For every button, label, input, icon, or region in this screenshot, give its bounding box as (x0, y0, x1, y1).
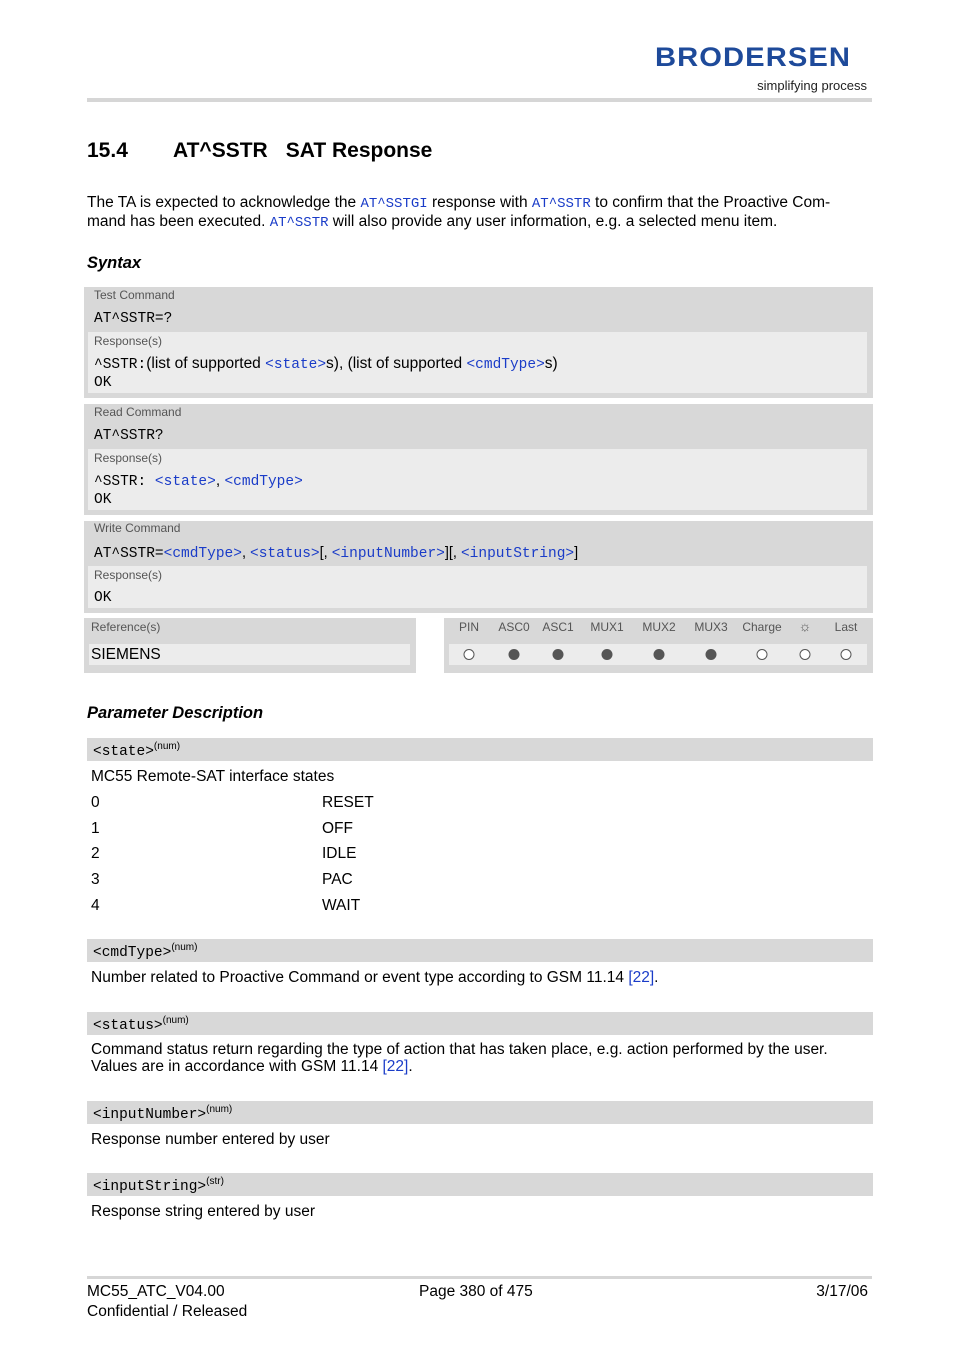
separator: ] (574, 545, 579, 561)
param-cmdtype-desc (91, 969, 871, 986)
footer-status: Confidential / Released (87, 1303, 248, 1320)
value-code: 1 (91, 820, 100, 837)
value-label: RESET (322, 794, 374, 811)
intro-text: will also provide any user information, e.g. a selected menu item. (328, 213, 778, 230)
pin-status-dot (509, 649, 520, 660)
response-prefix: ^SSTR: (94, 474, 155, 490)
value-label: PAC (322, 871, 353, 888)
param-name: <inputNumber> (93, 1106, 207, 1123)
asc0-header: ASC0 (498, 620, 530, 634)
param-inputstring-name (93, 1176, 224, 1195)
link-cmdtype[interactable]: <cmdType> (163, 546, 242, 562)
intro-text: to confirm that the Proactive Com- (590, 194, 831, 211)
reference-box (84, 618, 416, 673)
test-command-syntax: AT^SSTR=? (94, 311, 173, 327)
command-prefix: AT^SSTR= (94, 546, 164, 562)
response-text: s) (544, 355, 558, 372)
response-text: (list of supported (146, 355, 266, 372)
link-state[interactable]: <state> (265, 357, 327, 373)
test-response-block (88, 332, 867, 393)
link-cmdtype[interactable]: <cmdType> (224, 474, 303, 490)
separator: , (241, 545, 251, 561)
syntax-heading: Syntax (87, 254, 142, 272)
param-inputstring-desc: Response string entered by user (91, 1203, 316, 1220)
footer-date: 3/17/06 (816, 1283, 868, 1300)
logo-tagline: simplifying process (757, 78, 867, 93)
separator: [, (319, 545, 332, 561)
param-name: <inputString> (93, 1178, 207, 1195)
param-inputnumber-bar (87, 1101, 873, 1124)
pin-status-dot (841, 649, 852, 660)
pin-status-row (449, 644, 867, 665)
param-state-name (93, 741, 180, 760)
footer-rule (87, 1276, 872, 1279)
response-ok: OK (94, 375, 112, 391)
param-type: (num) (171, 942, 198, 953)
state-value-row (91, 871, 353, 889)
write-command-label: Write Command (94, 521, 181, 535)
intro-text: mand has been executed. (87, 213, 270, 230)
response-label: Response(s) (94, 334, 163, 348)
separator: ][, (444, 545, 461, 561)
param-status-bar (87, 1012, 873, 1035)
test-response-line (94, 355, 558, 373)
pin-status-dot (706, 649, 717, 660)
param-type: (num) (206, 1104, 233, 1115)
response-text: , (215, 472, 225, 489)
value-code: 3 (91, 871, 100, 888)
desc-text: . (408, 1058, 413, 1075)
response-label: Response(s) (94, 568, 163, 582)
param-state-bar (87, 738, 873, 761)
write-command-syntax (94, 545, 578, 562)
response-prefix: ^SSTR: (94, 357, 147, 373)
state-value-row (91, 794, 374, 812)
section-command: AT^SSTR (173, 139, 268, 162)
read-response-block (88, 449, 867, 510)
parameter-heading: Parameter Description (87, 704, 264, 722)
intro-paragraph (87, 194, 872, 232)
response-text: s), (list of supported (326, 355, 467, 372)
link-status[interactable]: <status> (250, 546, 320, 562)
link-at-sstgi[interactable]: AT^SSTGI (360, 196, 428, 212)
pin-mux-table (444, 618, 873, 673)
value-label: WAIT (322, 897, 361, 914)
test-command-label: Test Command (94, 288, 175, 302)
link-inputnumber[interactable]: <inputNumber> (331, 546, 445, 562)
desc-text: Number related to Proactive Command or event type according to GSM 11.14 (91, 969, 629, 986)
state-value-row (91, 820, 353, 838)
last-header: Last (834, 620, 858, 634)
pin-header: PIN (458, 620, 480, 634)
pin-status-dot (602, 649, 613, 660)
param-status-desc (91, 1041, 871, 1075)
response-label: Response(s) (94, 451, 163, 465)
state-value-row (91, 845, 356, 863)
desc-text: Values are in accordance with GSM 11.14 (91, 1058, 383, 1075)
logo-wordmark: BRODERSEN (655, 42, 852, 72)
param-inputnumber-desc: Response number entered by user (91, 1131, 330, 1148)
param-inputnumber-name (93, 1104, 232, 1123)
alarm-icon: ☼ (798, 618, 812, 634)
write-response-block (88, 566, 867, 608)
read-command-label: Read Command (94, 405, 182, 419)
value-label: IDLE (322, 845, 357, 862)
link-state[interactable]: <state> (154, 474, 216, 490)
state-value-row (91, 897, 360, 915)
pin-status-dot (553, 649, 564, 660)
mux1-header: MUX1 (590, 620, 624, 634)
param-inputstring-bar (87, 1173, 873, 1196)
param-type: (num) (162, 1015, 189, 1026)
value-code: 0 (91, 794, 100, 811)
brodersen-logo (655, 42, 867, 93)
param-cmdtype-name (93, 942, 197, 961)
param-status-name (93, 1015, 189, 1034)
pin-status-dot (757, 649, 768, 660)
param-type: (str) (206, 1176, 224, 1187)
pin-status-dot (464, 649, 475, 660)
value-code: 4 (91, 897, 100, 914)
pin-status-dot (654, 649, 665, 660)
param-name: <cmdType> (93, 944, 172, 961)
desc-text: . (654, 969, 659, 986)
param-name: <status> (93, 1017, 163, 1034)
intro-text: The TA is expected to acknowledge the (87, 194, 361, 211)
read-response-line (94, 472, 303, 490)
asc1-header: ASC1 (542, 620, 574, 634)
value-code: 2 (91, 845, 100, 862)
link-at-sstr[interactable]: AT^SSTR (269, 215, 329, 231)
response-ok: OK (94, 492, 112, 508)
link-ref-22[interactable]: [22] (382, 1058, 409, 1075)
charge-header: Charge (742, 620, 782, 634)
header-rule (87, 98, 872, 102)
section-title: SAT Response (285, 139, 433, 162)
reference-value: SIEMENS (89, 644, 410, 665)
param-cmdtype-bar (87, 939, 873, 962)
footer-doc-id: MC55_ATC_V04.00 (87, 1283, 225, 1300)
desc-text: Command status return regarding the type of action that has taken place, e.g. action performed by the user. (91, 1041, 828, 1058)
intro-text: response with (427, 194, 532, 211)
reference-label: Reference(s) (91, 620, 161, 634)
footer-page-number: Page 380 of 475 (419, 1283, 533, 1300)
param-type: (num) (153, 741, 181, 752)
mux2-header: MUX2 (642, 620, 676, 634)
pin-status-dot (800, 649, 811, 660)
link-inputstring[interactable]: <inputString> (460, 546, 575, 562)
value-label: OFF (322, 820, 353, 837)
section-heading (87, 139, 432, 163)
link-at-sstr[interactable]: AT^SSTR (531, 196, 591, 212)
section-number: 15.4 (87, 139, 128, 162)
link-cmdtype[interactable]: <cmdType> (466, 357, 545, 373)
param-name: <state> (93, 743, 154, 760)
response-ok: OK (94, 590, 112, 606)
param-state-desc: MC55 Remote-SAT interface states (91, 768, 335, 785)
mux3-header: MUX3 (694, 620, 728, 634)
link-ref-22[interactable]: [22] (628, 969, 655, 986)
read-command-syntax: AT^SSTR? (94, 428, 164, 444)
